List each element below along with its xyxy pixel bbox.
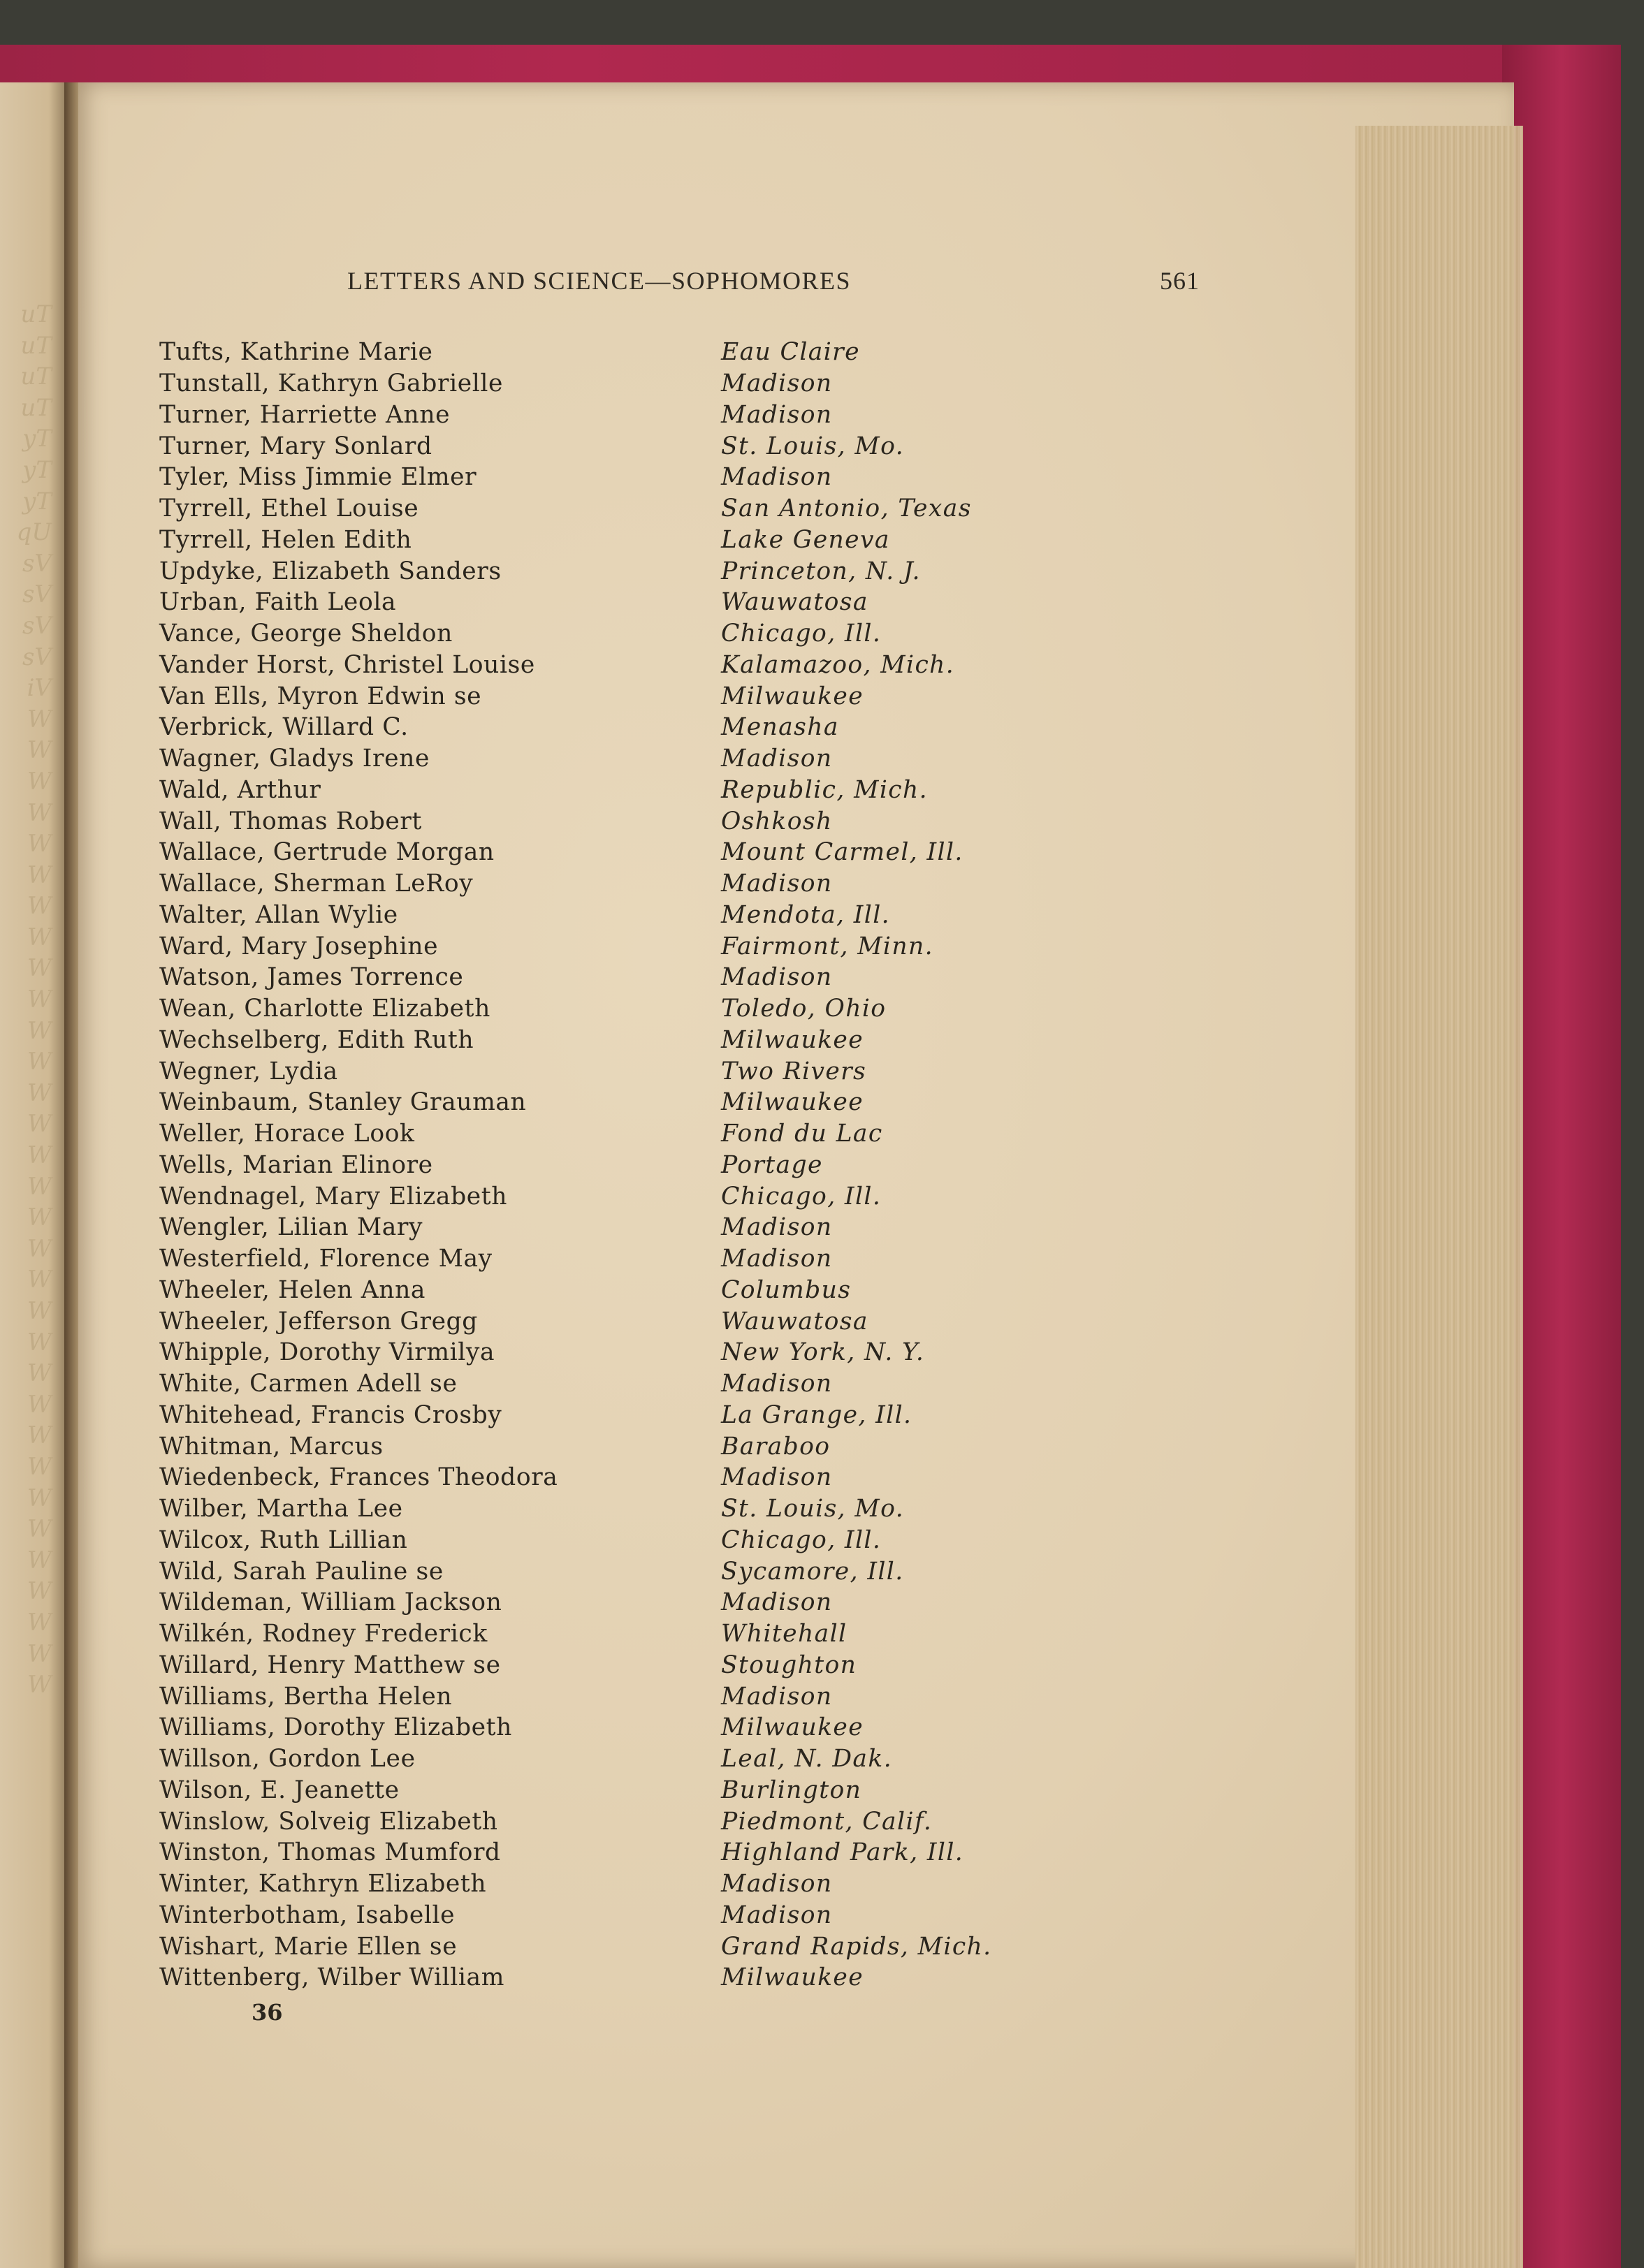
list-item	[159, 805, 1068, 837]
hometown: Madison	[721, 1901, 833, 1929]
student-name: Turner, Harriette Anne	[159, 400, 451, 429]
student-name: Tufts, Kathrine Marie	[159, 338, 433, 367]
bleed-fragment: uT	[20, 363, 52, 391]
bleed-fragment: W	[27, 954, 52, 983]
bleed-fragment: W	[27, 1608, 52, 1637]
bleed-fragment: W	[27, 1328, 52, 1356]
hometown: Fairmont, Minn.	[721, 932, 933, 960]
list-item	[159, 1525, 1068, 1556]
bleed-fragment: W	[27, 1671, 52, 1699]
student-name: Wilber, Martha Lee	[159, 1495, 403, 1523]
student-name: Winterbotham, Isabelle	[159, 1901, 456, 1929]
list-item	[159, 1118, 1068, 1150]
list-item	[159, 1305, 1068, 1337]
student-name: Wheeler, Jefferson Gregg	[159, 1307, 478, 1336]
bleed-fragment: iV	[27, 674, 52, 703]
list-item	[159, 400, 1068, 431]
student-name: Wildeman, William Jackson	[159, 1588, 502, 1617]
list-item	[159, 743, 1068, 775]
student-name: Wallace, Sherman LeRoy	[159, 870, 474, 898]
bleed-fragment: yT	[22, 425, 52, 453]
student-name: Wilkén, Rodney Frederick	[159, 1620, 488, 1648]
hometown: Republic, Mich.	[721, 775, 928, 804]
bleed-fragment: W	[27, 892, 52, 921]
hometown: Madison	[721, 1588, 833, 1617]
list-item	[159, 1180, 1068, 1212]
student-name: Willard, Henry Matthew se	[159, 1651, 501, 1679]
student-name: Williams, Dorothy Elizabeth	[159, 1713, 512, 1742]
list-item	[159, 1837, 1068, 1868]
student-name: Watson, James Torrence	[159, 963, 464, 992]
list-item	[159, 1712, 1068, 1743]
student-name: Turner, Mary Sonlard	[159, 432, 432, 460]
student-name: Wechselberg, Edith Ruth	[159, 1025, 474, 1054]
hometown: St. Louis, Mo.	[721, 1495, 905, 1523]
hometown: St. Louis, Mo.	[721, 432, 905, 460]
hometown: Madison	[721, 370, 833, 398]
student-name: Ward, Mary Josephine	[159, 932, 439, 960]
list-item	[159, 1275, 1068, 1306]
hometown: Madison	[721, 1463, 833, 1492]
list-item	[159, 618, 1068, 650]
list-item	[159, 1087, 1068, 1118]
hometown: Madison	[721, 1870, 833, 1898]
bleed-fragment: W	[27, 1421, 52, 1450]
hometown: Madison	[721, 870, 833, 898]
list-item	[159, 1962, 1068, 1993]
student-name: White, Carmen Adell se	[159, 1370, 458, 1398]
page-number: 561	[1160, 267, 1200, 295]
student-name: Verbrick, Willard C.	[159, 713, 409, 742]
student-name: Wendnagel, Mary Elizabeth	[159, 1182, 508, 1210]
bleed-fragment: W	[27, 736, 52, 765]
list-item	[159, 1055, 1068, 1087]
list-item	[159, 1025, 1068, 1056]
student-name: Tyler, Miss Jimmie Elmer	[159, 463, 477, 492]
bleed-fragment: W	[27, 1577, 52, 1606]
list-item	[159, 1243, 1068, 1275]
student-name: Wilcox, Ruth Lillian	[159, 1526, 408, 1554]
list-item	[159, 587, 1068, 618]
hometown: Madison	[721, 1370, 833, 1398]
list-item	[159, 1368, 1068, 1400]
student-name: Wallace, Gertrude Morgan	[159, 838, 495, 867]
hometown: Whitehall	[721, 1620, 848, 1648]
student-name: Wall, Thomas Robert	[159, 807, 422, 835]
hometown: Wauwatosa	[721, 1307, 868, 1336]
list-item	[159, 930, 1068, 962]
list-item	[159, 1743, 1068, 1775]
list-item	[159, 493, 1068, 525]
list-item	[159, 900, 1068, 931]
bleed-fragment: W	[27, 830, 52, 858]
list-item	[159, 462, 1068, 493]
bleed-fragment: W	[27, 798, 52, 827]
student-name: Wilson, E. Jeanette	[159, 1776, 400, 1804]
list-item	[159, 1868, 1068, 1900]
student-name: Willson, Gordon Lee	[159, 1745, 416, 1773]
hometown: Madison	[721, 1245, 833, 1273]
hometown: Chicago, Ill.	[721, 620, 882, 648]
running-head	[347, 266, 1200, 301]
bleed-fragment: sV	[22, 549, 52, 578]
student-name: Westerfield, Florence May	[159, 1245, 493, 1273]
list-item	[159, 1493, 1068, 1525]
bleed-fragment: yT	[22, 487, 52, 515]
student-name: Weinbaum, Stanley Grauman	[159, 1088, 527, 1117]
list-item	[159, 993, 1068, 1025]
student-name: Weller, Horace Look	[159, 1120, 415, 1148]
bleed-fragment: yT	[22, 455, 52, 484]
student-name: Vance, George Sheldon	[159, 620, 453, 648]
hometown: Milwaukee	[721, 1963, 864, 1992]
list-item	[159, 868, 1068, 900]
list-item	[159, 1931, 1068, 1962]
student-name: Urban, Faith Leola	[159, 588, 397, 617]
student-name: Williams, Bertha Helen	[159, 1682, 453, 1711]
student-name: Wild, Sarah Pauline se	[159, 1557, 444, 1586]
bleed-fragment: uT	[20, 300, 52, 328]
hometown: Madison	[721, 963, 833, 992]
list-item	[159, 1431, 1068, 1462]
list-item	[159, 962, 1068, 993]
student-name: Wheeler, Helen Anna	[159, 1275, 426, 1304]
student-name: Tunstall, Kathryn Gabrielle	[159, 370, 504, 398]
list-item	[159, 650, 1068, 681]
bleed-fragment: W	[27, 1297, 52, 1325]
hometown: San Antonio, Texas	[721, 495, 972, 523]
hometown: Oshkosh	[721, 807, 833, 835]
bleed-fragment: uT	[20, 393, 52, 422]
student-name: Wean, Charlotte Elizabeth	[159, 995, 490, 1023]
list-item	[159, 555, 1068, 587]
bleed-fragment: qU	[16, 518, 52, 547]
student-name: Whipple, Dorothy Virmilya	[159, 1338, 495, 1367]
list-item	[159, 337, 1068, 368]
running-title: LETTERS AND SCIENCE—SOPHOMORES	[347, 267, 852, 295]
list-item	[159, 1556, 1068, 1587]
hometown: Milwaukee	[721, 1025, 864, 1054]
list-item	[159, 1400, 1068, 1431]
hometown: Milwaukee	[721, 1088, 864, 1117]
student-name: Wiedenbeck, Frances Theodora	[159, 1463, 558, 1492]
list-item	[159, 1806, 1068, 1837]
bleed-fragment: W	[27, 1359, 52, 1388]
list-item	[159, 1212, 1068, 1243]
student-name: Wald, Arthur	[159, 775, 321, 804]
list-item	[159, 775, 1068, 806]
hometown: Columbus	[721, 1275, 852, 1304]
hometown: Wauwatosa	[721, 588, 868, 617]
hometown: Highland Park, Ill.	[721, 1838, 964, 1867]
bleed-fragment: W	[27, 1484, 52, 1512]
hometown: Toledo, Ohio	[721, 995, 887, 1023]
list-item	[159, 1681, 1068, 1712]
hometown: Two Rivers	[721, 1057, 867, 1085]
list-item	[159, 368, 1068, 400]
hometown: Madison	[721, 400, 833, 429]
hometown: Milwaukee	[721, 682, 864, 710]
bleed-fragment: W	[27, 1078, 52, 1107]
list-item	[159, 1462, 1068, 1493]
hometown: Mount Carmel, Ill.	[721, 838, 963, 867]
hometown: Chicago, Ill.	[721, 1526, 882, 1554]
list-item	[159, 712, 1068, 743]
hometown: Fond du Lac	[721, 1120, 883, 1148]
bleed-fragment: W	[27, 705, 52, 733]
student-name: Vander Horst, Christel Louise	[159, 650, 535, 679]
list-item	[159, 1337, 1068, 1368]
bleed-fragment: W	[27, 1016, 52, 1045]
student-name: Tyrrell, Ethel Louise	[159, 495, 419, 523]
student-name: Van Ells, Myron Edwin se	[159, 682, 482, 710]
student-name: Wishart, Marie Ellen se	[159, 1932, 458, 1961]
bleed-fragment: W	[27, 923, 52, 951]
hometown: Portage	[721, 1150, 823, 1179]
bleed-fragment: sV	[22, 580, 52, 609]
bleed-fragment: W	[27, 1110, 52, 1139]
list-item	[159, 1618, 1068, 1650]
hometown: Kalamazoo, Mich.	[721, 650, 955, 679]
hometown: Madison	[721, 745, 833, 773]
bleed-fragment: W	[27, 1515, 52, 1544]
student-name: Wells, Marian Elinore	[159, 1150, 433, 1179]
student-name: Updyke, Elizabeth Sanders	[159, 557, 502, 585]
student-name: Wittenberg, Wilber William	[159, 1963, 505, 1992]
student-name: Tyrrell, Helen Edith	[159, 525, 412, 554]
list-item	[159, 1900, 1068, 1931]
student-name: Wagner, Gladys Irene	[159, 745, 430, 773]
bleed-fragment: W	[27, 1390, 52, 1419]
hometown: Lake Geneva	[721, 525, 890, 554]
list-item	[159, 525, 1068, 556]
list-item	[159, 1775, 1068, 1806]
hometown: La Grange, Ill.	[721, 1400, 912, 1429]
bleed-fragment: sV	[22, 643, 52, 671]
bleed-fragment: sV	[22, 611, 52, 640]
hometown: Sycamore, Ill.	[721, 1557, 904, 1586]
list-item	[159, 1650, 1068, 1681]
previous-page-bleed-text	[3, 300, 52, 1702]
hometown: Menasha	[721, 713, 839, 742]
hometown: Grand Rapids, Mich.	[721, 1932, 992, 1961]
hometown: New York, N. Y.	[721, 1338, 925, 1367]
bleed-fragment: W	[27, 1172, 52, 1201]
hometown: Eau Claire	[721, 338, 860, 367]
bleed-fragment: W	[27, 1639, 52, 1668]
page-block-edge	[1355, 126, 1523, 2268]
student-name: Winslow, Solveig Elizabeth	[159, 1807, 498, 1836]
hometown: Mendota, Ill.	[721, 900, 891, 929]
list-item	[159, 430, 1068, 462]
student-name: Walter, Allan Wylie	[159, 900, 398, 929]
signature-mark: 36	[252, 1999, 283, 2026]
hometown: Madison	[721, 1682, 833, 1711]
hometown: Leal, N. Dak.	[721, 1745, 893, 1773]
bleed-fragment: W	[27, 1452, 52, 1481]
student-name: Whitehead, Francis Crosby	[159, 1400, 502, 1429]
hometown: Princeton, N. J.	[721, 557, 921, 585]
bleed-fragment: W	[27, 1048, 52, 1076]
bleed-fragment: W	[27, 1266, 52, 1294]
student-name: Winston, Thomas Mumford	[159, 1838, 501, 1867]
hometown: Madison	[721, 463, 833, 492]
bleed-fragment: W	[27, 1234, 52, 1263]
hometown: Chicago, Ill.	[721, 1182, 882, 1210]
list-item	[159, 837, 1068, 868]
hometown: Piedmont, Calif.	[721, 1807, 933, 1836]
list-item	[159, 680, 1068, 712]
bleed-fragment: W	[27, 1203, 52, 1232]
bleed-fragment: W	[27, 986, 52, 1014]
bleed-fragment: uT	[20, 331, 52, 360]
hometown: Baraboo	[721, 1432, 831, 1461]
hometown: Burlington	[721, 1776, 862, 1804]
list-item	[159, 1150, 1068, 1181]
bleed-fragment: W	[27, 767, 52, 796]
student-directory-list	[159, 337, 1068, 1993]
student-name: Wegner, Lydia	[159, 1057, 338, 1085]
student-name: Winter, Kathryn Elizabeth	[159, 1870, 487, 1898]
bleed-fragment: W	[27, 1546, 52, 1574]
hometown: Stoughton	[721, 1651, 857, 1679]
list-item	[159, 1587, 1068, 1618]
student-name: Wengler, Lilian Mary	[159, 1213, 423, 1242]
bleed-fragment: W	[27, 861, 52, 889]
hometown: Madison	[721, 1213, 833, 1242]
bleed-fragment: W	[27, 1141, 52, 1170]
student-name: Whitman, Marcus	[159, 1432, 384, 1461]
hometown: Milwaukee	[721, 1713, 864, 1742]
